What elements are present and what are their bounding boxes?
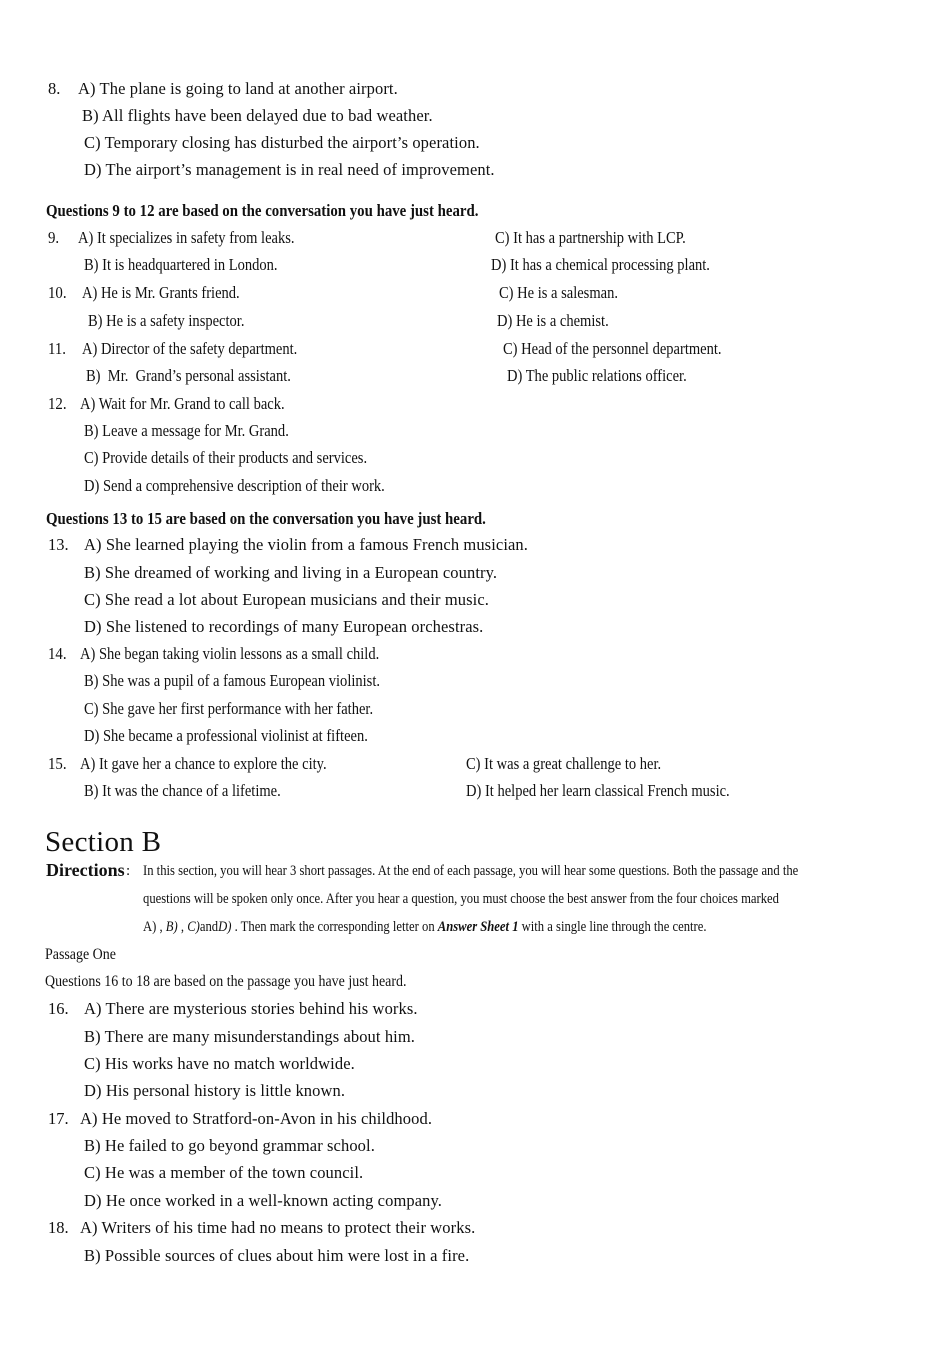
question-11-option-a: A) Director of the safety department. xyxy=(82,339,298,358)
question-9-option-d: D) It has a chemical processing plant. xyxy=(491,255,710,274)
question-10-option-a: A) He is Mr. Grants friend. xyxy=(82,283,240,302)
question-16-option-d: D) His personal history is little known. xyxy=(84,1081,346,1100)
answer-sheet-reference: Answer Sheet 1 xyxy=(437,919,519,935)
questions-9-12-heading: Questions 9 to 12 are based on the conversation you have just heard. xyxy=(46,201,479,220)
question-17-option-a: A) He moved to Stratford-on-Avon in his childhood. xyxy=(80,1109,433,1128)
question-17-number: 17. xyxy=(48,1109,69,1128)
question-12-number: 12. xyxy=(48,394,67,413)
passage-one-label: Passage One xyxy=(45,946,116,963)
directions-sep-2: , xyxy=(177,919,188,935)
question-16-option-a: A) There are mysterious stories behind his works. xyxy=(84,999,418,1018)
question-14-option-b: B) She was a pupil of a famous European violinist. xyxy=(84,671,380,690)
question-13-option-c: C) She read a lot about European musicians and their music. xyxy=(84,590,490,609)
choice-letter-c: C) xyxy=(187,919,200,935)
questions-16-18-intro: Questions 16 to 18 are based on the passage you have just heard. xyxy=(45,973,407,990)
section-b-title: Section B xyxy=(45,826,162,858)
directions-line-3 xyxy=(143,920,707,935)
question-15-option-a: A) It gave her a chance to explore the city. xyxy=(80,754,327,773)
choice-letter-b: B) xyxy=(165,919,178,935)
question-12-option-c: C) Provide details of their products and services. xyxy=(84,448,368,467)
directions-line3-mid: . Then mark the corresponding letter on xyxy=(231,919,438,935)
question-10-option-b: B) He is a safety inspector. xyxy=(88,311,245,330)
question-13-number: 13. xyxy=(48,535,69,554)
question-8-option-b: B) All flights have been delayed due to bad weather. xyxy=(82,106,433,125)
question-9-option-a: A) It specializes in safety from leaks. xyxy=(78,228,295,247)
question-12-option-b: B) Leave a message for Mr. Grand. xyxy=(84,421,289,440)
question-11-number: 11. xyxy=(48,339,67,358)
question-17-option-c: C) He was a member of the town council. xyxy=(84,1163,364,1182)
question-9-option-b: B) It is headquartered in London. xyxy=(84,255,278,274)
directions-colon: : xyxy=(126,863,131,879)
question-15-option-c: C) It was a great challenge to her. xyxy=(466,754,662,773)
directions-line-2: questions will be spoken only once. After you hear a question, you must choose the best answer from the four choices marked xyxy=(143,891,779,907)
question-8-option-a: A) The plane is going to land at another airport. xyxy=(78,79,398,98)
question-18-option-b: B) Possible sources of clues about him were lost in a fire. xyxy=(84,1246,470,1265)
question-11-option-d: D) The public relations officer. xyxy=(507,366,687,385)
question-9-number: 9. xyxy=(48,228,60,247)
question-11-option-b: B) Mr. Grand’s personal assistant. xyxy=(86,366,291,385)
directions-line-1: In this section, you will hear 3 short passages. At the end of each passage, you will hear some questions. Both the passage and the xyxy=(143,863,799,879)
question-16-number: 16. xyxy=(48,999,69,1018)
question-14-option-d: D) She became a professional violinist at fifteen. xyxy=(84,726,368,745)
question-8-option-d: D) The airport’s management is in real need of improvement. xyxy=(84,160,495,179)
question-11-option-c: C) Head of the personnel department. xyxy=(503,339,722,358)
directions-line3-tail: with a single line through the centre. xyxy=(518,919,707,935)
question-17-option-b: B) He failed to go beyond grammar school. xyxy=(84,1136,375,1155)
question-12-option-d: D) Send a comprehensive description of their work. xyxy=(84,476,385,495)
question-14-option-a: A) She began taking violin lessons as a small child. xyxy=(80,644,380,663)
question-17-option-d: D) He once worked in a well-known acting company. xyxy=(84,1191,443,1210)
question-15-number: 15. xyxy=(48,754,67,773)
question-10-option-d: D) He is a chemist. xyxy=(497,311,609,330)
question-13-option-a: A) She learned playing the violin from a famous French musician. xyxy=(84,535,528,554)
question-12-option-a: A) Wait for Mr. Grand to call back. xyxy=(80,394,285,413)
question-10-number: 10. xyxy=(48,283,67,302)
question-8-option-c: C) Temporary closing has disturbed the airport’s operation. xyxy=(84,133,480,152)
question-18-number: 18. xyxy=(48,1218,69,1237)
question-15-option-d: D) It helped her learn classical French music. xyxy=(466,781,730,800)
choice-letter-a: A) xyxy=(143,919,157,935)
question-8-number: 8. xyxy=(48,79,61,98)
question-14-number: 14. xyxy=(48,644,67,663)
directions-label: Directions xyxy=(46,860,125,880)
question-13-option-d: D) She listened to recordings of many European orchestras. xyxy=(84,617,484,636)
question-16-option-c: C) His works have no match worldwide. xyxy=(84,1054,355,1073)
question-10-option-c: C) He is a salesman. xyxy=(499,283,618,302)
questions-13-15-heading: Questions 13 to 15 are based on the conversation you have just heard. xyxy=(46,509,486,528)
directions-and: and xyxy=(199,919,219,935)
question-14-option-c: C) She gave her first performance with her father. xyxy=(84,699,374,718)
question-13-option-b: B) She dreamed of working and living in a European country. xyxy=(84,563,498,582)
choice-letter-d: D) xyxy=(218,919,232,935)
question-9-option-c: C) It has a partnership with LCP. xyxy=(495,228,686,247)
question-16-option-b: B) There are many misunderstandings about him. xyxy=(84,1027,416,1046)
question-18-option-a: A) Writers of his time had no means to protect their works. xyxy=(80,1218,476,1237)
directions-sep-1: , xyxy=(156,919,166,935)
question-15-option-b: B) It was the chance of a lifetime. xyxy=(84,781,281,800)
